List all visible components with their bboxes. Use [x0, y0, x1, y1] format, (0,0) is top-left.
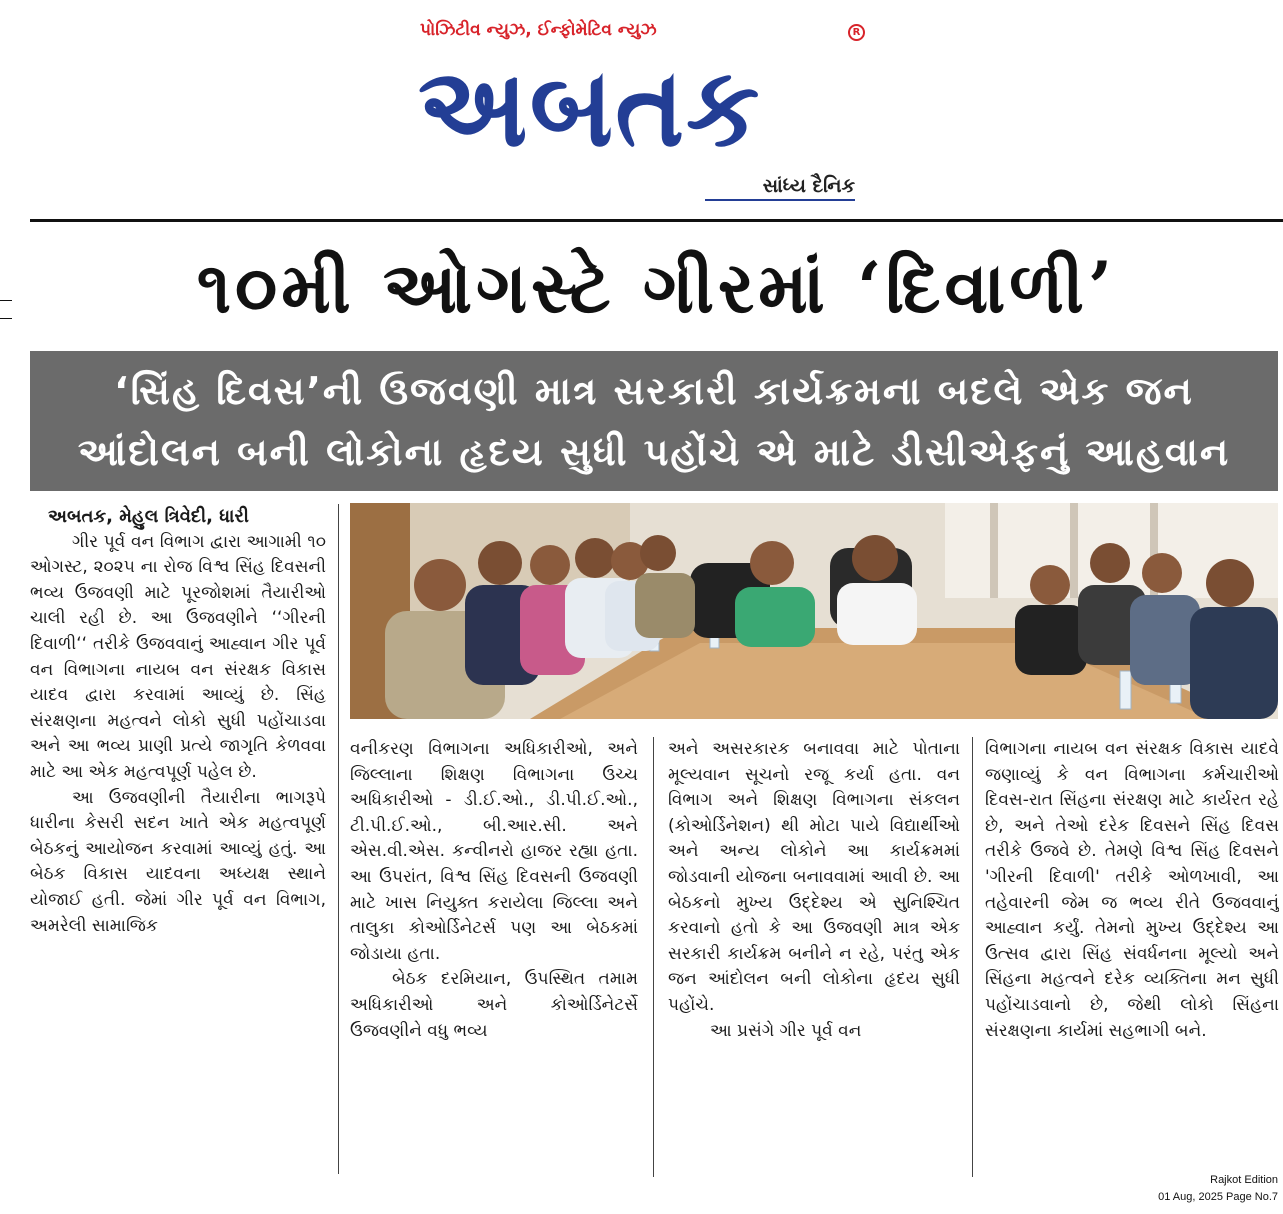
column-divider: [338, 504, 339, 1174]
logo-subtitle: સાંધ્ય દૈનિક: [762, 175, 855, 197]
crop-mark: [0, 300, 12, 301]
article-byline: અબતક, મેહુલ ત્રિવેદી, ધારી: [48, 506, 249, 527]
registered-mark-icon: R: [848, 24, 865, 41]
newspaper-logo: અબતક: [418, 42, 762, 172]
article-paragraph: અને અસરકારક બનાવવા માટે પોતાના મૂલ્યવાન સૂચનો રજૂ કર્યા હતા. વન વિભાગ અને શિક્ષણ વિભાગના સંકલન (કોઓર્ડિનેશન) થી મોટા પાયે વિદ્યાર્થીઓ અને અન્ય લોકોને આ કાર્યક્રમમાં જોડવાની યોજના બનાવવામાં આવી છે. આ બેઠકનો મુખ્ય ઉદ્દેશ્ય એ સુનિશ્ચિત કરવાનો હતો કે આ ઉજવણી માત્ર એક સરકારી કાર્યક્રમ બનીને ન રહે, પરંતુ એક જન આંદોલન બની લોકોના હૃદય સુધી પહોંચે.: [668, 739, 960, 1015]
article-column-1: [30, 504, 326, 1174]
article-paragraph: ગીર પૂર્વ વન વિભાગ દ્વારા આગામી ૧૦ ઓગસ્ટ, ૨૦૨૫ ના રોજ વિશ્વ સિંહ દિવસની ભવ્ય ઉજવણી માટે પૂરજોશમાં તૈયારીઓ ચાલી રહી છે. આ ઉજવણીને ‘‘ગીરની દિવાળી‘‘ તરીકે ઉજવવાનું આહ્વાન ગીર પૂર્વ વન વિભાગના નાયબ વન સંરક્ષક વિકાસ યાદવ દ્વારા કરવામાં આવ્યું છે. સિંહ સંરક્ષણના મહત્વને લોકો સુધી પહોંચાડવા અને આ ભવ્ય પ્રાણી પ્રત્યે જાગૃતિ કેળવવા માટે આ એક મહત્વપૂર્ણ પહેલ છે.: [30, 531, 326, 782]
article-column-4: [985, 737, 1279, 1177]
edition-date-page: 01 Aug, 2025 Page No.7: [1158, 1191, 1278, 1203]
logo-underline: [705, 199, 855, 201]
subheadline-line: ‘સિંહ દિવસ’ની ઉજવણી માત્ર સરકારી કાર્યક્રમના બદલે એક જન: [114, 369, 1194, 413]
edition-name: Rajkot Edition: [1210, 1174, 1278, 1186]
crop-mark: [0, 318, 12, 319]
column-divider: [653, 737, 654, 1177]
article-subheadline: [30, 351, 1278, 491]
article-paragraph: વિભાગના નાયબ વન સંરક્ષક વિકાસ યાદવે જણાવ્યું કે વન વિભાગના કર્મચારીઓ દિવસ-રાત સિંહના સંરક્ષણ માટે કાર્યરત રહે છે, અને તેઓ દરેક દિવસને સિંહ દિવસ તરીકે ઉજવે છે. તેમણે વિશ્વ સિંહ દિવસને 'ગીરની દિવાળી' તરીકે ઓળખાવી, આ તહેવારની જેમ જ ભવ્ય રીતે ઉજવવાનું આહ્વાન કર્યું. તેમનો મુખ્ય ઉદ્દેશ્ય આ ઉત્સવ દ્વારા સિંહ સંવર્ધનના મૂલ્યો અને સિંહના મહત્વને દરેક વ્યક્તિના મન સુધી પહોંચાડવાનો છે, જેથી લોકો સિંહના સંરક્ષણના કાર્યમાં સહભાગી બને.: [985, 739, 1279, 1041]
article-paragraph: બેઠક દરમિયાન, ઉપસ્થિત તમામ અધિકારીઓ અને કોઓર્ડિનેટર્સે ઉજવણીને વધુ ભવ્ય: [350, 969, 638, 1041]
header-divider: [30, 219, 1283, 222]
article-headline: ૧૦મી ઓગસ્ટે ગીરમાં ‘દિવાળી’: [196, 246, 1117, 329]
article-column-3: [668, 737, 960, 1177]
masthead-tagline: પોઝિટીવ ન્યુઝ, ઈન્ફોમેટિવ ન્યુઝ: [420, 20, 657, 40]
column-divider: [972, 737, 973, 1177]
article-paragraph: આ ઉજવણીની તૈયારીના ભાગરૂપે ધારીના કેસરી સદન ખાતે એક મહત્વપૂર્ણ બેઠકનું આયોજન કરવામાં આવ્યું હતું. આ બેઠક વિકાસ યાદવના અધ્યક્ષ સ્થાને યોજાઈ હતી. જેમાં ગીર પૂર્વ વન વિભાગ, અમરેલી સામાજિક: [30, 787, 326, 936]
article-paragraph: આ પ્રસંગે ગીર પૂર્વ વન: [710, 1020, 862, 1041]
edition-info: [1090, 1172, 1278, 1206]
article-column-2: [350, 737, 638, 1177]
subheadline-line: આંદોલન બની લોકોના હૃદય સુધી પહોંચે એ માટે ડીસીએફનું આહવાન: [77, 430, 1231, 474]
article-paragraph: વનીકરણ વિભાગના અધિકારીઓ, અને જિલ્લાના શિક્ષણ વિભાગના ઉચ્ચ અધિકારીઓ - ડી.ઈ.ઓ., ડી.પી.ઈ.ઓ., ટી.પી.ઈ.ઓ., બી.આર.સી. અને એસ.વી.એસ. કન્વીનરો હાજર રહ્યા હતા. આ ઉપરાંત, વિશ્વ સિંહ દિવસની ઉજવણી માટે ખાસ નિયુક્ત કરાયેલા જિલ્લા અને તાલુકા કોઓર્ડિનેટર્સ પણ આ બેઠકમાં જોડાયા હતા.: [350, 739, 638, 964]
meeting-photo: [350, 503, 1278, 719]
